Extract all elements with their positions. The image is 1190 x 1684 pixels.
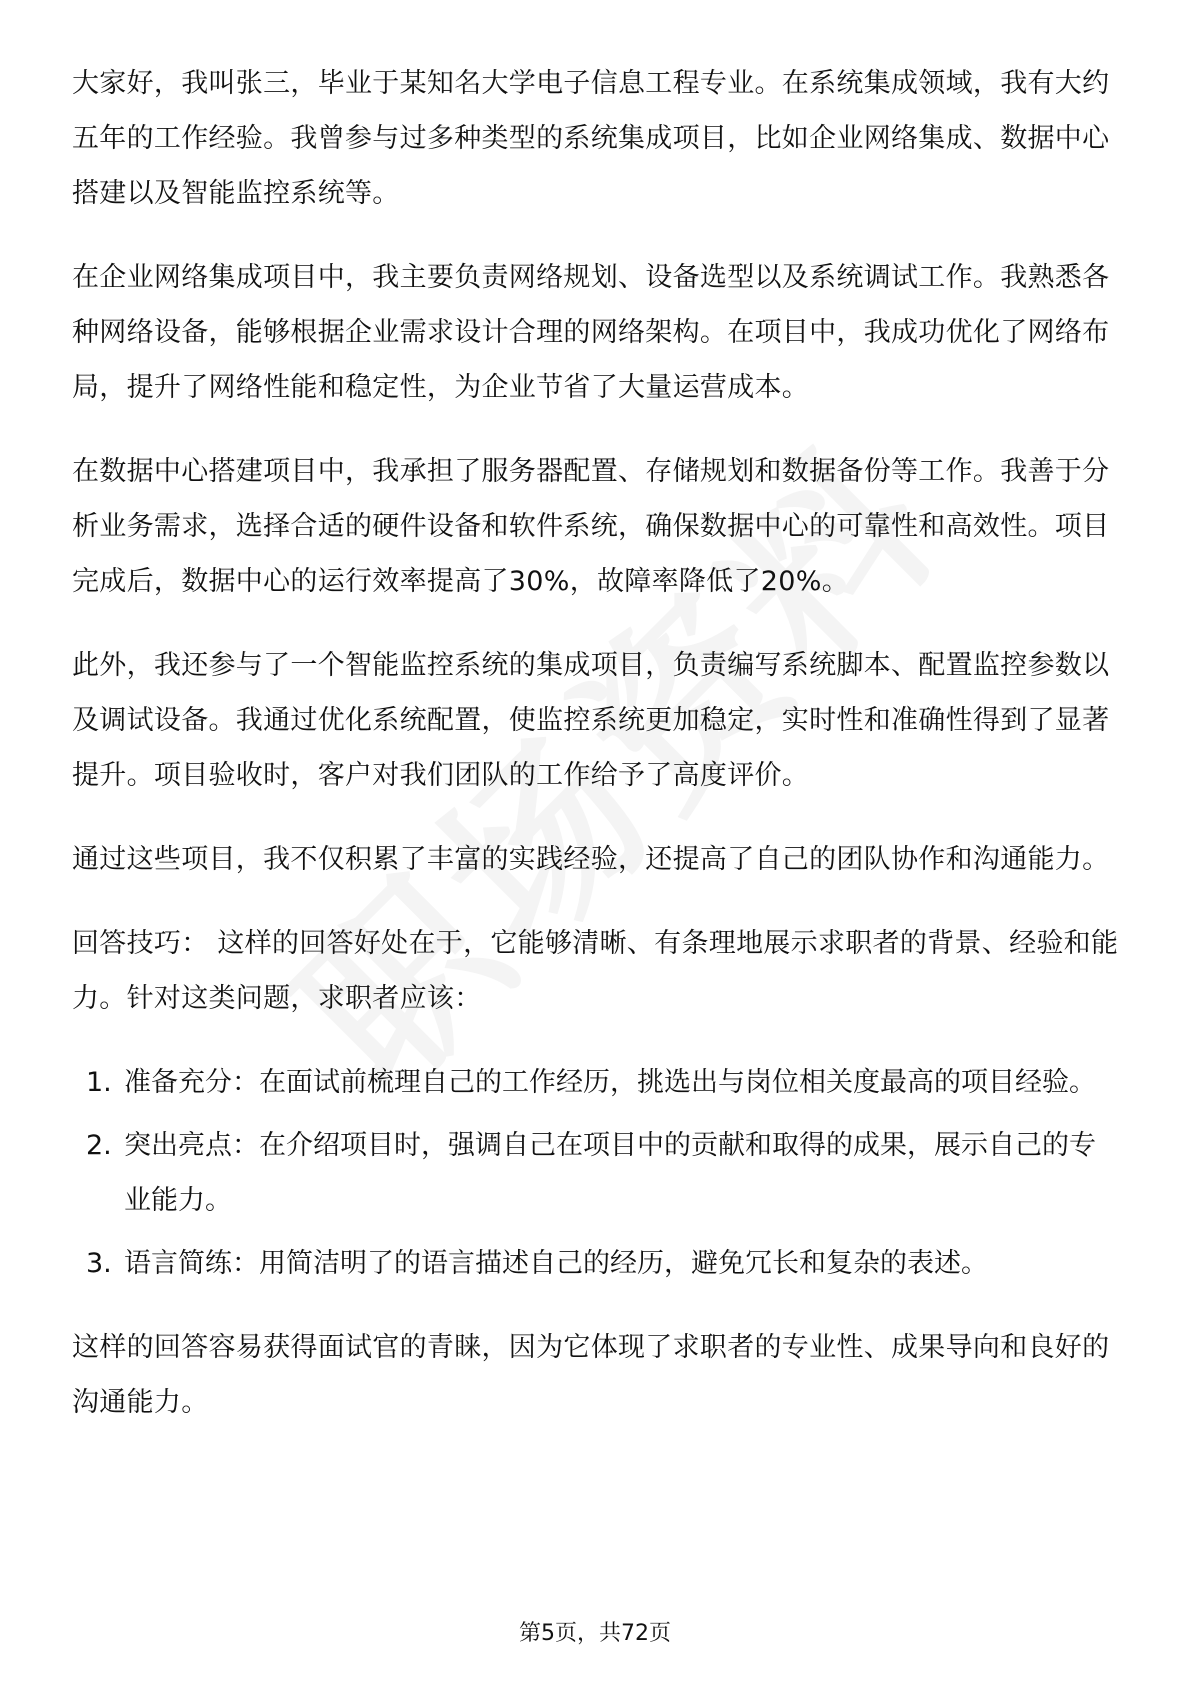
paragraph-datacenter-project: 在数据中心搭建项目中，我承担了服务器配置、存储规划和数据备份等工作。我善于分析业务需求，选择合适的硬件设备和软件系统，确保数据中心的可靠性和高效性。项目完成后，数据中心的运行效率提高了30%，故障率降低了20%。 — [72, 456, 1110, 597]
paragraph-network-project: 在企业网络集成项目中，我主要负责网络规划、设备选型以及系统调试工作。我熟悉各种网络设备，能够根据企业需求设计合理的网络架构。在项目中，我成功优化了网络布局，提升了网络性能和稳定性，为企业节省了大量运营成本。 — [72, 262, 1110, 403]
page-number-footer: 第5页，共72页 — [519, 1621, 671, 1646]
list-item — [72, 1055, 1122, 1110]
paragraph-intro: 大家好，我叫张三，毕业于某知名大学电子信息工程专业。在系统集成领域，我有大约五年的工作经验。我曾参与过多种类型的系统集成项目，比如企业网络集成、数据中心搭建以及智能监控系统等。 — [72, 68, 1110, 209]
paragraph-monitoring-project: 此外，我还参与了一个智能监控系统的集成项目，负责编写系统脚本、配置监控参数以及调试设备。我通过优化系统配置，使监控系统更加稳定，实时性和准确性得到了显著提升。项目验收时，客户对我们团队的工作给予了高度评价。 — [72, 650, 1110, 791]
tips-list — [72, 1055, 1122, 1291]
paragraph-summary: 通过这些项目，我不仅积累了丰富的实践经验，还提高了自己的团队协作和沟通能力。 — [72, 844, 1110, 875]
list-item-text: 语言简练：用简洁明了的语言描述自己的经历，避免冗长和复杂的表述。 — [124, 1248, 988, 1279]
paragraph-closing: 这样的回答容易获得面试官的青睐，因为它体现了求职者的专业性、成果导向和良好的沟通能力。 — [72, 1332, 1110, 1418]
list-item-text: 突出亮点：在介绍项目时，强调自己在项目中的贡献和取得的成果，展示自己的专业能力。 — [124, 1130, 1096, 1216]
list-item-number: 3. — [86, 1248, 112, 1279]
list-item-number: 2. — [86, 1130, 112, 1161]
paragraph-answer-tips: 回答技巧： 这样的回答好处在于，它能够清晰、有条理地展示求职者的背景、经验和能力。针对这类问题，求职者应该： — [72, 928, 1119, 1014]
list-item — [72, 1236, 1122, 1291]
document-body — [72, 56, 1122, 1459]
list-item — [72, 1118, 1122, 1228]
list-item-number: 1. — [86, 1067, 112, 1098]
list-item-text: 准备充分：在面试前梳理自己的工作经历，挑选出与岗位相关度最高的项目经验。 — [124, 1067, 1096, 1098]
